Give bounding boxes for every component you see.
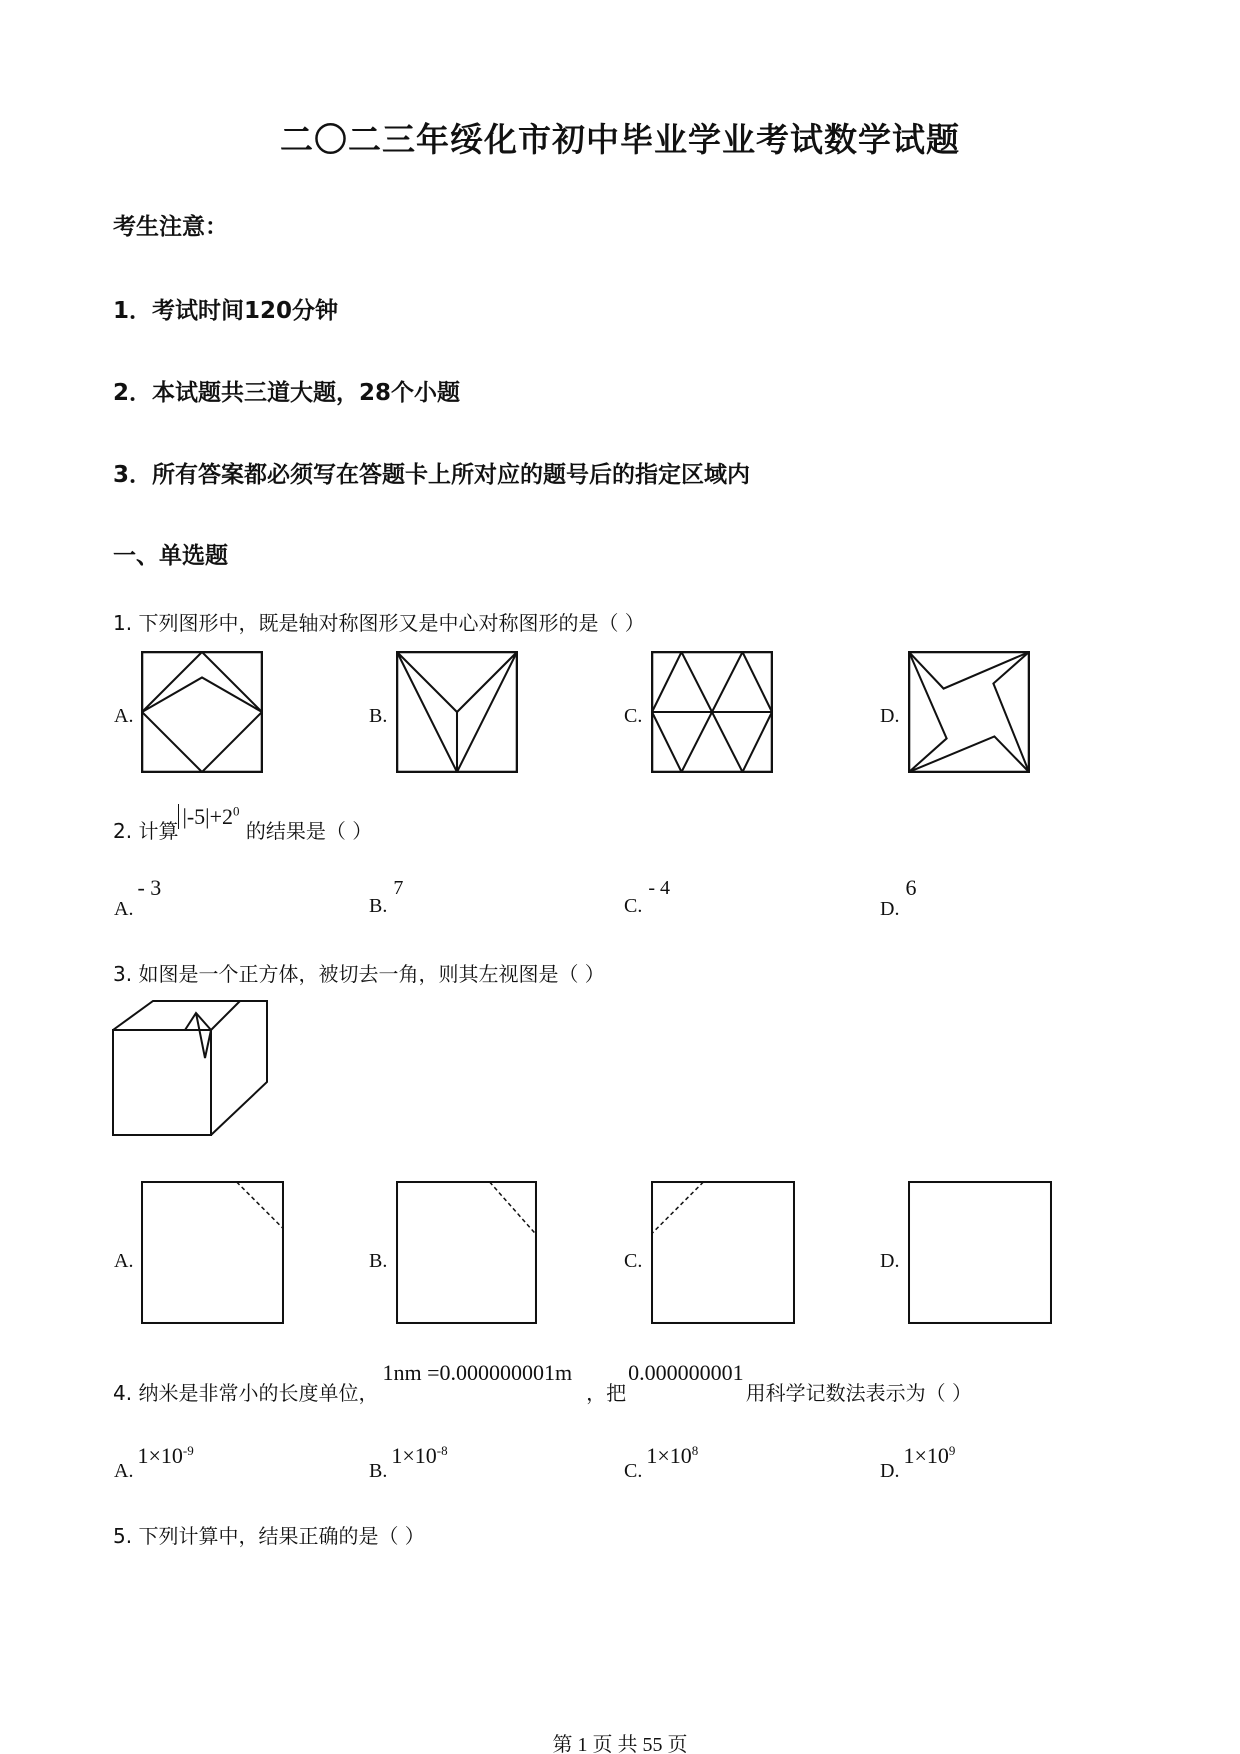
expr-exponent: 0 — [233, 803, 240, 819]
option-base: 1×10 — [646, 1443, 692, 1468]
option-label: B. — [369, 705, 388, 727]
view-c — [651, 1181, 795, 1324]
section-heading: 一、单选题 — [113, 543, 228, 569]
option-exponent: 9 — [948, 1443, 956, 1459]
option-label: A. — [114, 898, 134, 920]
figure-b — [396, 651, 518, 773]
expr-base: |-5|+2 — [182, 804, 233, 829]
notice-item: 2．本试题共三道大题，28个小题 — [113, 380, 461, 406]
option-base: 1×10 — [903, 1443, 949, 1468]
option-b[interactable] — [369, 877, 404, 918]
option-label: D. — [880, 1250, 900, 1272]
math-expression — [178, 804, 239, 829]
option-d[interactable] — [880, 875, 917, 921]
question-text: 的结果是（ ） — [245, 819, 373, 843]
option-base: 1×10 — [137, 1443, 183, 1468]
figure-c — [651, 651, 773, 773]
option-label: C. — [624, 895, 643, 917]
option-label: D. — [880, 705, 900, 727]
option-value: 7 — [393, 877, 404, 899]
question-text: 4. 纳米是非常小的长度单位， — [113, 1381, 379, 1405]
option-base: 1×10 — [391, 1443, 437, 1468]
math-expression: 0.000000001 — [628, 1360, 744, 1385]
option-label: B. — [369, 1250, 388, 1272]
question-text: ，把 — [586, 1381, 627, 1405]
notice-item: 1．考试时间120分钟 — [113, 298, 339, 324]
page-title: 二〇二三年绥化市初中毕业学业考试数学试题 — [280, 120, 960, 159]
option-label: B. — [369, 1460, 388, 1482]
option-value: 6 — [905, 875, 917, 900]
question-1: 1. 下列图形中，既是轴对称图形又是中心对称图形的是（ ） — [113, 611, 645, 635]
question-3: 3. 如图是一个正方体，被切去一角，则其左视图是（ ） — [113, 962, 605, 986]
option-label: D. — [880, 1460, 900, 1482]
option-value: - 3 — [137, 875, 162, 900]
page-footer: 第 1 页 共 55 页 — [552, 1734, 688, 1754]
question-5: 5. 下列计算中，结果正确的是（ ） — [113, 1524, 425, 1548]
option-label: C. — [624, 705, 643, 727]
option-label: A. — [114, 705, 134, 727]
view-a — [141, 1181, 284, 1324]
view-d — [908, 1181, 1052, 1324]
figure-d — [908, 651, 1030, 773]
figure-a — [141, 651, 263, 773]
option-label: C. — [624, 1460, 643, 1482]
question-text: 用科学记数法表示为（ ） — [745, 1381, 972, 1405]
notice-item: 3．所有答案都必须写在答题卡上所对应的题号后的指定区域内 — [113, 462, 751, 488]
option-label: D. — [880, 898, 900, 920]
question-text: 2. 计算 — [113, 819, 179, 843]
option-label: B. — [369, 895, 388, 917]
question-4 — [113, 1360, 972, 1406]
option-label: C. — [624, 1250, 643, 1272]
math-expression: 1nm =0.000000001m — [382, 1360, 573, 1385]
option-label: A. — [114, 1250, 134, 1272]
option-label: A. — [114, 1460, 134, 1482]
option-c[interactable] — [624, 877, 671, 918]
notice-heading: 考生注意： — [113, 214, 228, 240]
option-exponent: -9 — [182, 1443, 194, 1459]
option-exponent: -8 — [436, 1443, 448, 1459]
question-2 — [113, 803, 373, 844]
option-exponent: 8 — [691, 1443, 699, 1459]
option-a[interactable] — [114, 875, 162, 921]
option-value: - 4 — [648, 877, 671, 899]
view-b — [396, 1181, 537, 1324]
cut-cube-figure — [112, 999, 270, 1137]
